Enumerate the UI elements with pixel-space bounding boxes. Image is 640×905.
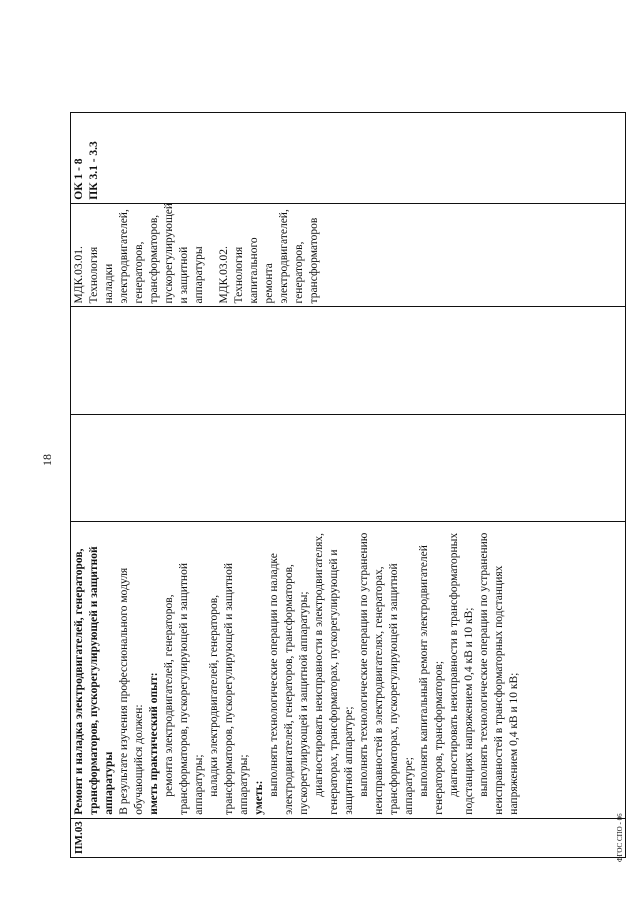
module-title: Ремонт и наладка электродвигателей, генераторов, трансформаторов, пускорегулирующей и защитной аппаратуры (73, 546, 115, 815)
hours-mandatory-cell (71, 307, 626, 414)
skill-item: выполнять технологические операции по устранению неисправностей в трансформаторных подстанциях напряжением 0,4 кВ и 10 кВ; (478, 532, 520, 815)
module-code-cell (71, 818, 626, 857)
hours-total-cell (71, 414, 626, 521)
skill-item: диагностировать неисправности в трансформаторных подстанциях напряжением 0,4 кВ и 10 кВ; (448, 532, 475, 815)
skill-item: диагностировать неисправности в электродвигателях, генераторах, трансформаторах, пускорегулирующей и защитной аппаратуре; (313, 532, 355, 815)
skill-item: выполнять технологические операции по устранению неисправностей в электродвигателях, генераторах, трансформаторах, пускорегулирующей и защитной аппаратуре; (358, 532, 415, 815)
competencies: ОК 1 - 8 ПК 3.1 - 3.3 (73, 141, 100, 200)
mdk-item: МДК.03.01. Технология наладки электродвигателей, генераторов, трансформаторов, пускорегулирующей и защитной аппаратуры (73, 202, 205, 304)
experience-item: наладки электродвигателей, генераторов, трансформаторов, пускорегулирующей и защитной аппаратуры; (208, 563, 250, 815)
skill-item: выполнять технологические операции по наладке электродвигателей, генераторов, трансформаторов, пускорегулирующей и защитной аппаратуры; (268, 553, 310, 815)
table-row (71, 113, 626, 858)
module-description-cell (71, 521, 626, 818)
mdk-item: МДК.03.02. Технология капитального ремонта электродвигателей, генераторов, трансформаторов (218, 209, 320, 304)
mdk-cell (71, 203, 626, 307)
footer-document-code: ФГОС СПО - 06 (616, 813, 624, 862)
skills-heading: уметь: (253, 780, 265, 815)
experience-item: ремонта электродвигателей, генераторов, трансформаторов, пускорегулирующей и защитной аппаратуры; (163, 563, 205, 815)
module-intro: В результате изучения профессионального модуля обучающийся должен: (118, 567, 145, 815)
module-code: ПМ.03 (73, 821, 85, 854)
skill-item: выполнять капитальный ремонт электродвигателей генераторов, трансформаторов; (418, 545, 445, 815)
page-number: 18 (40, 454, 54, 466)
competencies-cell (71, 113, 626, 204)
experience-heading: иметь практический опыт: (148, 672, 160, 815)
curriculum-table (70, 112, 626, 858)
